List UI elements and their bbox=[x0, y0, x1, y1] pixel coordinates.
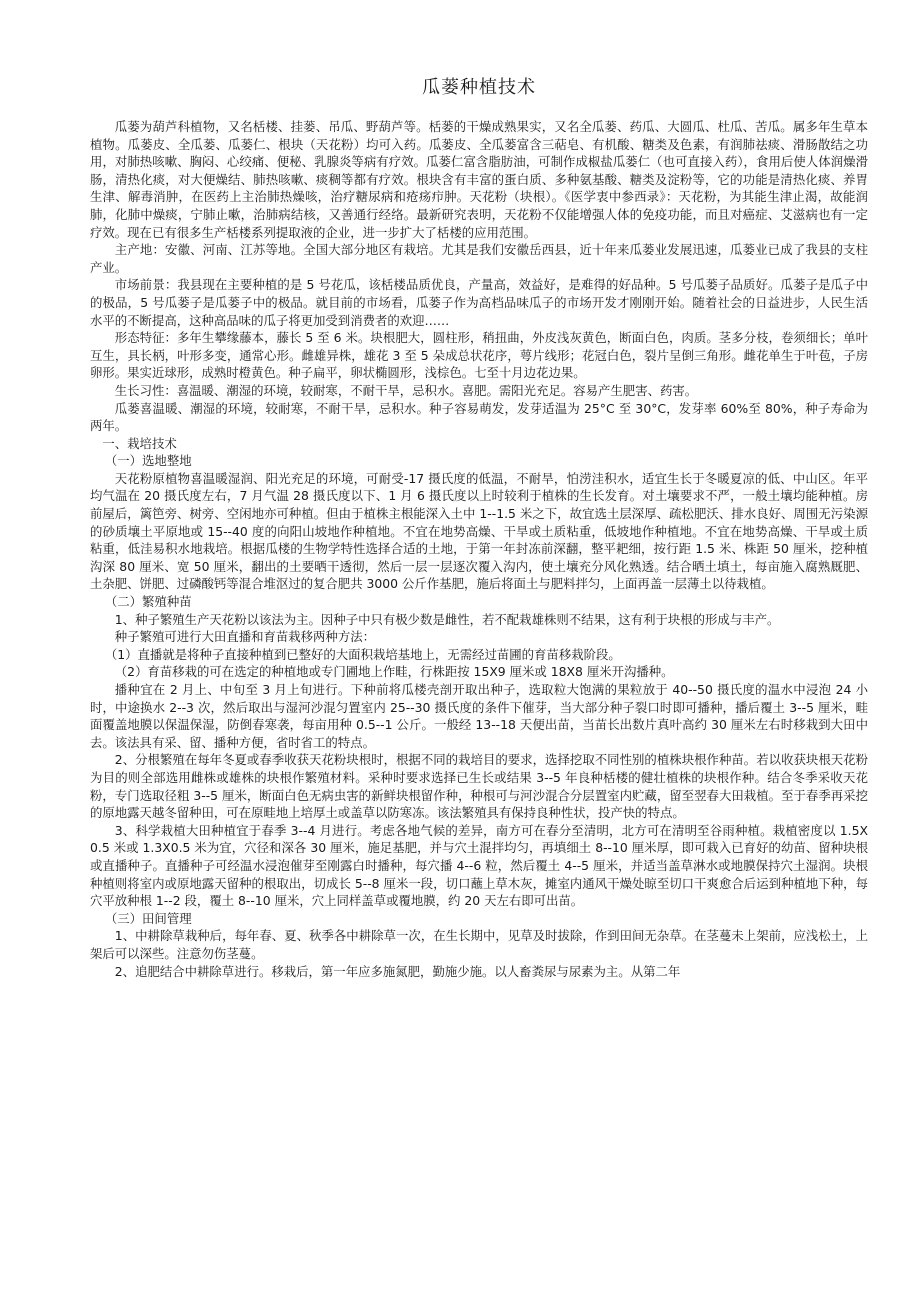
section-heading: （1）直播就是将种子直接种植到已整好的大面积栽培基地上，无需经过苗圃的育苗移栽阶段。 bbox=[104, 646, 621, 662]
section-heading: 一、栽培技术 bbox=[102, 435, 177, 451]
section-heading: （一）选地整地 bbox=[104, 453, 192, 469]
body-paragraph: 天花粉原植物喜温暖湿润、阳光充足的环境，可耐受-17 摄氏度的低温，不耐旱，怕涝洼积水，适宜生长于冬暖夏凉的低、中山区。年平均气温在 20 摄氏度左右，7 月气温 28 摄氏度以下、1 月 6 摄氏度以上时较利于植株的生长发育。对土壤要求不严，一般土壤均能种植。房前屋后，篱笆旁、树旁、空闲地亦可种植。但由于植株主根能深入土中 1--1.5 米之下，故宜选土层深厚、疏松肥沃、排水良好、周围无污染源的砂质壤土平原地或 15--40 度的向阳山坡地作种植地。不宜在地势高燥、干旱或土质粘重，低坡地作种植地。不宜在地势高燥、干旱或土质粘重，低洼易积水地栽培。根据瓜楼的生物学特性选择合适的土地，于第一年封冻前深翻，整平耙细，按行距 1.5 米、株距 50 厘米，挖种植沟深 80 厘米、宽 50 厘米，翻出的土要晒干透彻，然后一层一层逐次覆入沟内，使土壤充分风化熟透。结合晒土填土，每亩施入腐熟厩肥、土杂肥、饼肥、过磷酸钙等混合堆沤过的复合肥共 3000 公斤作基肥，施后将面土与肥料拌匀，上面再盖一层薄土以待栽植。 bbox=[90, 470, 868, 592]
body-paragraph: 播种宜在 2 月上、中旬至 3 月上旬进行。下种前将瓜楼壳剖开取出种子，选取粒大饱满的果粒放于 40--50 摄氏度的温水中浸泡 24 小时，中途换水 2--3 次，然后取出与湿河沙混匀置室内 25--30 摄氏度的条件下催芽，当大部分种子裂口时即可播种，播后覆土 3--5 厘米，畦面覆盖地膜以保温保湿，防倒春寒袭，每亩用种 0.5--1 公斤。一般经 13--18 天便出苗，当苗长出数片真叶高约 30 厘米左右时移栽到大田中去。该法具有采、留、播种方便，省时省工的特点。 bbox=[90, 682, 868, 750]
section-heading: （三）田间管理 bbox=[104, 910, 192, 926]
section-heading: （二）繁殖种苗 bbox=[104, 594, 192, 610]
body-paragraph: 形态特征：多年生攀缘藤本，藤长 5 至 6 米。块根肥大，圆柱形，稍扭曲，外皮浅灰黄色，断面白色，肉质。茎多分枝，卷须细长；单叶互生，具长柄，叶形多变，通常心形。雌雄异株，雄花 3 至 5 朵成总状花序，萼片线形；花冠白色，裂片呈倒三角形。雌花单生于叶苞，子房卵形。果实近球形，成熟时橙黄色。种子扁平，卵状椭圆形，浅棕色。七至十月边花边果。 bbox=[90, 330, 868, 381]
document-body bbox=[90, 118, 868, 980]
body-paragraph: 瓜蒌为葫芦科植物，又名栝楼、挂蒌、吊瓜、野葫芦等。栝蒌的干燥成熟果实，又名全瓜蒌、药瓜、大圆瓜、杜瓜、苦瓜。属多年生草本植物。瓜蒌皮、全瓜蒌、瓜蒌仁、根块（天花粉）均可入药。瓜蒌皮、全瓜蒌富含三萜皂、有机酸、糖类及色素，有润肺祛痰、滑肠散结之功用，对肺热咳嗽、胸闷、心绞痛、便秘、乳腺炎等病有疗效。瓜蒌仁富含脂肪油，可制作成椒盐瓜蒌仁（也可直接入药），食用后使人体润燥滑肠，清热化痰，对大便燥结、肺热咳嗽、痰稠等都有疗效。根块含有丰富的蛋白质、多种氨基酸、糖类及淀粉等，它的功能是清热化痰、养胃生津、解毒消肿，在医药上主治肺热燥咳，治疗糖尿病和疮疡疖肿。天花粉（块根）。《医学衷中参西录》：天花粉，为其能生津止渴，故能润肺，化肺中燥痰，宁肺止嗽，治肺病结核，又善通行经络。最新研究表明，天花粉不仅能增强人体的免疫功能，而且对癌症、艾滋病也有一定疗效。现在已有很多生产栝楼系列提取液的企业，进一步扩大了栝楼的应用范围。 bbox=[90, 119, 868, 240]
body-paragraph: 市场前景：我县现在主要种植的是 5 号花瓜，该栝楼品质优良，产量高，效益好，是难得的好品种。5 号瓜蒌子品质好。瓜蒌子是瓜子中的极品，5 号瓜蒌子是瓜蒌子中的极品。就目前的市场看，瓜蒌子作为高档品味瓜子的市场开发才刚刚开始。随着社会的日益进步，人民生活水平的不断提高，这种高品味的瓜子将更加受到消费者的欢迎…… bbox=[90, 277, 868, 328]
document-page bbox=[90, 0, 868, 1302]
body-paragraph: 2、分根繁殖在每年冬夏或春季收获天花粉块根时，根据不同的栽培目的要求，选择挖取不同性别的植株块根作种苗。若以收获块根天花粉为目的则全部选用雌株或雄株的块根作繁殖材料。采种时要求选择已生长或结果 3--5 年良种栝楼的健壮植株的块根作种。结合冬季采收天花粉，专门选取径粗 3--5 厘米，断面白色无病虫害的新鲜块根留作种，种根可与河沙混合分层置室内贮藏，留至翌春大田栽植。至于春季再采挖的原地露天越冬留种田，可在原畦地上培厚土或盖草以防寒冻。该法繁殖具有保持良种性状，投产快的特点。 bbox=[90, 752, 868, 821]
body-paragraph: 种子繁殖可进行大田直播和育苗栽移两种方法： bbox=[114, 629, 375, 645]
body-paragraph: 生长习性：喜温暖、潮湿的环境，较耐寒，不耐干旱，忌积水。喜肥。需阳光充足。容易产生肥害、药害。 bbox=[114, 382, 698, 398]
body-paragraph: 瓜蒌喜温暖、潮湿的环境，较耐寒，不耐干旱，忌积水。种子容易萌发，发芽适温为 25°C 至 30°C，发芽率 60%至 80%，种子寿命为两年。 bbox=[90, 400, 868, 434]
body-paragraph: 1、中耕除草栽种后，每年春、夏、秋季各中耕除草一次，在生长期中，见草及时拔除，作到田间无杂草。在茎蔓未上架前，应浅松土，上架后可以深些。注意勿伤茎蔓。 bbox=[90, 928, 868, 961]
body-paragraph: （2）育苗移栽的可在选定的种植地或专门圃地上作畦，行株距按 15X9 厘米或 18X8 厘米开沟播种。 bbox=[114, 664, 674, 680]
body-paragraph: 主产地：安徽、河南、江苏等地。全国大部分地区有栽培。尤其是我们安徽岳西县，近十年来瓜蒌业发展迅速，瓜蒌业已成了我县的支柱产业。 bbox=[90, 242, 868, 275]
page-title: 瓜蒌种植技术 bbox=[422, 77, 536, 98]
body-paragraph: 3、科学栽植大田种植宜于春季 3--4 月进行。考虑各地气候的差异，南方可在春分至清明，北方可在清明至谷雨种植。栽植密度以 1.5X0.5 米或 1.3X0.5 米为宜，穴径和深各 30 厘米，施足基肥，并与穴土混拌均匀，再填细土 8--10 厘米厚，即可栽入已育好的幼苗、留种块根或直播种子。直播种子可经温水浸泡催芽至刚露白时播种，每穴播 4--6 粒，然后覆土 4--5 厘米，并适当盖草淋水或地膜保持穴土湿润。块根种植则将室内或原地露天留种的根取出，切成长 5--8 厘米一段，切口蘸上草木灰，摊室内通风干燥处晾至切口干爽愈合后运到种植地下种，每穴平放种根 1--2 段，覆土 8--10 厘米，穴上同样盖草或覆地膜，约 20 天左右即可出苗。 bbox=[90, 822, 868, 909]
body-paragraph: 2、追肥结合中耕除草进行。移栽后，第一年应多施氮肥，勤施少施。以人畜粪尿与尿素为主。从第二年 bbox=[114, 963, 681, 979]
body-paragraph: 1、种子繁殖生产天花粉以该法为主。因种子中只有极少数是雌性，若不配栽雄株则不结果，这有利于块根的形成与丰产。 bbox=[114, 611, 780, 627]
